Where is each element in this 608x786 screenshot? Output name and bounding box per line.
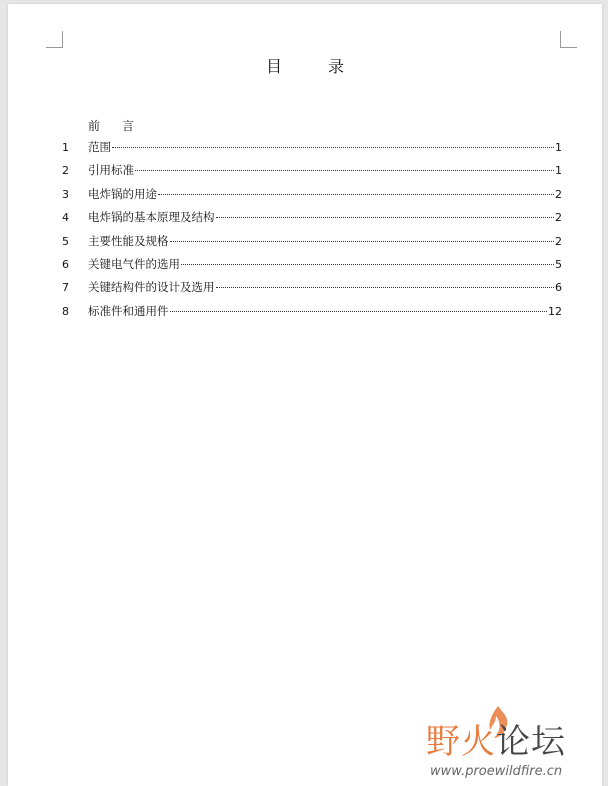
top-right-margin-mark xyxy=(560,31,577,48)
toc-leader-dots xyxy=(216,217,555,218)
toc-entry-page: 6 xyxy=(555,281,562,295)
watermark-logo-text xyxy=(426,714,566,763)
toc-entry-number: 6 xyxy=(62,257,69,271)
toc-leader-dots xyxy=(158,194,554,195)
watermark-name-dark: 论坛 xyxy=(496,722,566,762)
toc-leader-dots xyxy=(170,241,555,242)
toc-heading-char-2: 录 xyxy=(328,57,345,76)
toc-entry-page: 12 xyxy=(548,304,562,318)
toc-leader-dots xyxy=(170,311,548,312)
toc-entry-title: 关键电气件的选用 xyxy=(88,256,180,271)
toc-entry[interactable] xyxy=(62,233,562,256)
document-page xyxy=(8,4,602,786)
toc-entry[interactable] xyxy=(62,209,562,232)
toc-entry-page: 2 xyxy=(555,234,562,248)
toc-entry-number: 3 xyxy=(62,187,69,201)
toc-entry-title: 关键结构件的设计及选用 xyxy=(88,280,215,295)
toc-entry-title: 电炸锅的基本原理及结构 xyxy=(88,210,215,225)
toc-entry-number: 5 xyxy=(62,234,69,248)
toc-entry-title: 引用标准 xyxy=(88,163,134,178)
toc-entry-number: 2 xyxy=(62,164,69,178)
toc-entry[interactable] xyxy=(62,139,562,162)
toc-entry-title: 电炸锅的用途 xyxy=(88,186,157,201)
toc-list xyxy=(62,139,562,326)
toc-entry-page: 5 xyxy=(555,257,562,271)
toc-entry-number: 1 xyxy=(62,141,69,154)
toc-entry-page: 2 xyxy=(555,211,562,225)
toc-entry[interactable] xyxy=(62,162,562,185)
preface-char-1: 前 xyxy=(88,119,101,133)
toc-entry[interactable] xyxy=(62,186,562,209)
watermark-name-accent: 野火 xyxy=(426,722,496,762)
toc-heading xyxy=(8,54,602,77)
toc-heading-char-1: 目 xyxy=(265,57,282,76)
toc-entry-page: 1 xyxy=(555,141,562,154)
preface-entry[interactable] xyxy=(88,117,134,134)
toc-entry[interactable] xyxy=(62,279,562,302)
toc-entry[interactable] xyxy=(62,303,562,326)
watermark-url: www.proewildfire.cn xyxy=(430,764,563,779)
toc-leader-dots xyxy=(135,170,554,171)
toc-entry-number: 8 xyxy=(62,304,69,318)
toc-leader-dots xyxy=(181,264,554,265)
toc-entry-number: 4 xyxy=(62,211,69,225)
preface-char-2: 言 xyxy=(122,119,135,133)
toc-entry-page: 2 xyxy=(555,187,562,201)
toc-entry[interactable] xyxy=(62,256,562,279)
toc-entry-title: 标准件和通用件 xyxy=(88,303,169,318)
toc-entry-title: 范围 xyxy=(88,140,111,154)
toc-entry-title: 主要性能及规格 xyxy=(88,233,169,248)
toc-leader-dots xyxy=(112,147,554,148)
toc-entry-page: 1 xyxy=(555,164,562,178)
toc-leader-dots xyxy=(216,287,555,288)
top-left-margin-mark xyxy=(46,31,63,48)
toc-entry-number: 7 xyxy=(62,281,69,295)
site-watermark xyxy=(424,704,604,784)
